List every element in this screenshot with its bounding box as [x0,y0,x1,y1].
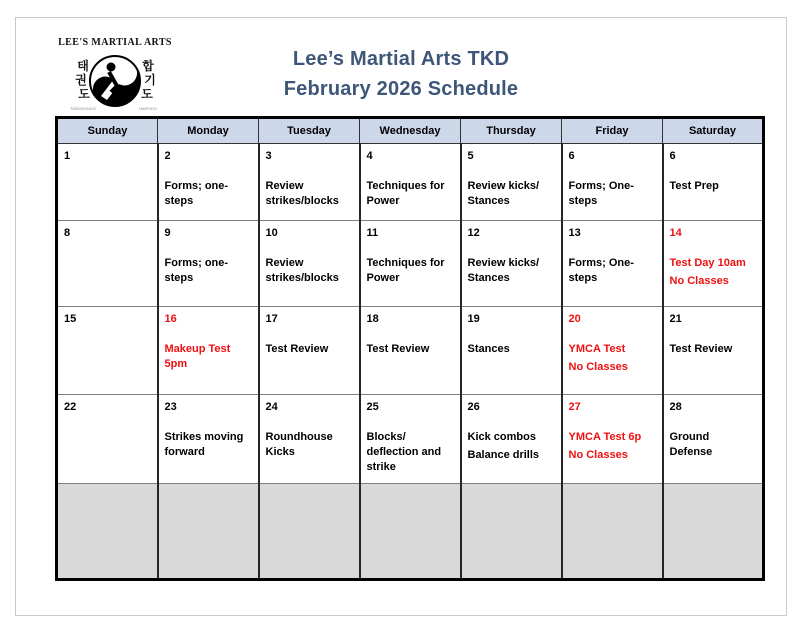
event-line: Strikes moving forward [164,430,244,458]
calendar-cell [562,221,663,307]
calendar-cell [158,484,259,580]
event-line: Balance drills [467,448,540,461]
day-number: 2 [164,150,171,162]
cell-events [367,430,451,475]
day-number: 11 [366,227,379,239]
day-number: 3 [265,150,272,162]
calendar-cell [259,221,360,307]
calendar-cell [360,484,461,580]
event-line: Kick combos [467,430,536,443]
calendar-cell [158,144,259,221]
event-line: Test Review [265,342,329,355]
cell-events [569,430,653,463]
calendar-cell [461,144,562,221]
day-number: 1 [64,150,71,162]
cell-events [468,256,552,286]
day-number: 12 [467,227,480,239]
logo-wordmark: LEE'S MARTIAL ARTS [58,37,172,48]
calendar-cell [57,144,158,221]
day-number: 26 [467,401,480,413]
cell-events [670,179,754,194]
calendar-cell [461,221,562,307]
day-number: 16 [164,313,177,325]
svg-text:기: 기 [144,73,156,87]
cell-events [569,342,653,375]
svg-text:권: 권 [75,73,87,87]
day-number: 9 [164,227,171,239]
event-line: Review strikes/blocks [265,179,339,207]
calendar-cell [562,144,663,221]
day-header-thursday: Thursday [461,118,562,144]
event-line: Roundhouse Kicks [265,430,333,458]
event-line: Blocks/ deflection and strike [366,430,442,473]
cell-events [367,179,451,209]
calendar-cell [663,395,764,484]
event-line: Test Day 10am [669,256,746,269]
day-number: 6 [568,150,575,162]
day-number: 21 [669,313,682,325]
calendar-cell [259,144,360,221]
calendar-cell [57,395,158,484]
cell-events [165,179,249,209]
cell-events [569,179,653,209]
cell-events [266,179,350,209]
calendar-cell [57,221,158,307]
event-line: YMCA Test [568,342,626,355]
calendar-cell [461,484,562,580]
event-line: YMCA Test 6p [568,430,642,443]
page-title-line2: February 2026 Schedule [283,78,519,100]
event-line: Stances [467,342,510,355]
event-line: Techniques for Power [366,179,445,207]
day-number: 23 [164,401,177,413]
calendar-cell [259,484,360,580]
day-number: 13 [568,227,581,239]
calendar-week-row [57,307,764,395]
cell-events [468,430,552,463]
day-number: 6 [669,150,676,162]
day-header-friday: Friday [562,118,663,144]
event-line: Review strikes/blocks [265,256,339,284]
day-number: 14 [669,227,682,239]
calendar-cell [259,307,360,395]
day-header-row [57,118,764,144]
day-header-wednesday: Wednesday [360,118,461,144]
calendar-cell [562,395,663,484]
event-line: No Classes [568,448,628,461]
day-number: 15 [64,313,77,325]
calendar-cell [259,395,360,484]
cell-events [266,430,350,460]
page-title [0,44,802,104]
cell-events [165,256,249,286]
day-number: 22 [64,401,77,413]
day-header-tuesday: Tuesday [259,118,360,144]
cell-events [468,342,552,357]
day-header-saturday: Saturday [663,118,764,144]
page-title-line1: Lee’s Martial Arts TKD [292,48,510,70]
cell-events [266,256,350,286]
calendar-cell [158,221,259,307]
day-number: 8 [64,227,71,239]
calendar-cell [57,484,158,580]
calendar-cell [360,221,461,307]
day-header-sunday: Sunday [57,118,158,144]
cell-events [165,430,249,460]
calendar-cell [360,395,461,484]
event-line: Review kicks/ Stances [467,256,540,284]
cell-events [165,342,249,372]
event-line: No Classes [568,360,628,373]
calendar-week-row [57,144,764,221]
day-number: 19 [467,313,480,325]
calendar-table [55,116,765,581]
cell-events [468,179,552,209]
calendar [55,116,765,581]
event-line: Makeup Test 5pm [164,342,231,370]
calendar-cell [461,307,562,395]
event-line: Ground Defense [669,430,713,458]
cell-events [266,342,350,357]
cell-events [670,342,754,357]
day-number: 20 [568,313,581,325]
cell-events [569,256,653,286]
logo-sub-left: TAEKWONDO [70,106,96,111]
calendar-cell [360,307,461,395]
event-line: Forms; One-steps [568,179,634,207]
logo-sub-right: HAPKIDO [138,106,158,111]
event-line: Test Review [669,342,733,355]
day-number: 25 [366,401,379,413]
calendar-cell [57,307,158,395]
cell-events [367,256,451,286]
calendar-cell [663,307,764,395]
calendar-cell [461,395,562,484]
day-number: 5 [467,150,474,162]
day-number: 28 [669,401,682,413]
calendar-cell [158,307,259,395]
calendar-cell [562,484,663,580]
cell-events [670,256,754,289]
calendar-week-row [57,484,764,580]
event-line: Review kicks/ Stances [467,179,540,207]
day-number: 10 [265,227,278,239]
day-number: 24 [265,401,278,413]
cell-events [670,430,754,460]
calendar-cell [562,307,663,395]
event-line: Forms; one-steps [164,256,229,284]
cell-events [367,342,451,357]
event-line: Test Review [366,342,430,355]
day-number: 18 [366,313,379,325]
calendar-cell [663,144,764,221]
calendar-week-row [57,395,764,484]
calendar-week-row [57,221,764,307]
event-line: No Classes [669,274,729,287]
svg-text:합: 합 [142,59,154,73]
event-line: Techniques for Power [366,256,445,284]
svg-text:도: 도 [141,87,153,101]
svg-text:태: 태 [77,59,89,73]
svg-text:도: 도 [78,87,90,101]
day-number: 17 [265,313,278,325]
day-number: 27 [568,401,581,413]
event-line: Forms; One-steps [568,256,634,284]
day-header-monday: Monday [158,118,259,144]
calendar-cell [360,144,461,221]
calendar-cell [158,395,259,484]
day-number: 4 [366,150,373,162]
event-line: Forms; one-steps [164,179,229,207]
calendar-cell [663,484,764,580]
event-line: Test Prep [669,179,719,192]
calendar-cell [663,221,764,307]
